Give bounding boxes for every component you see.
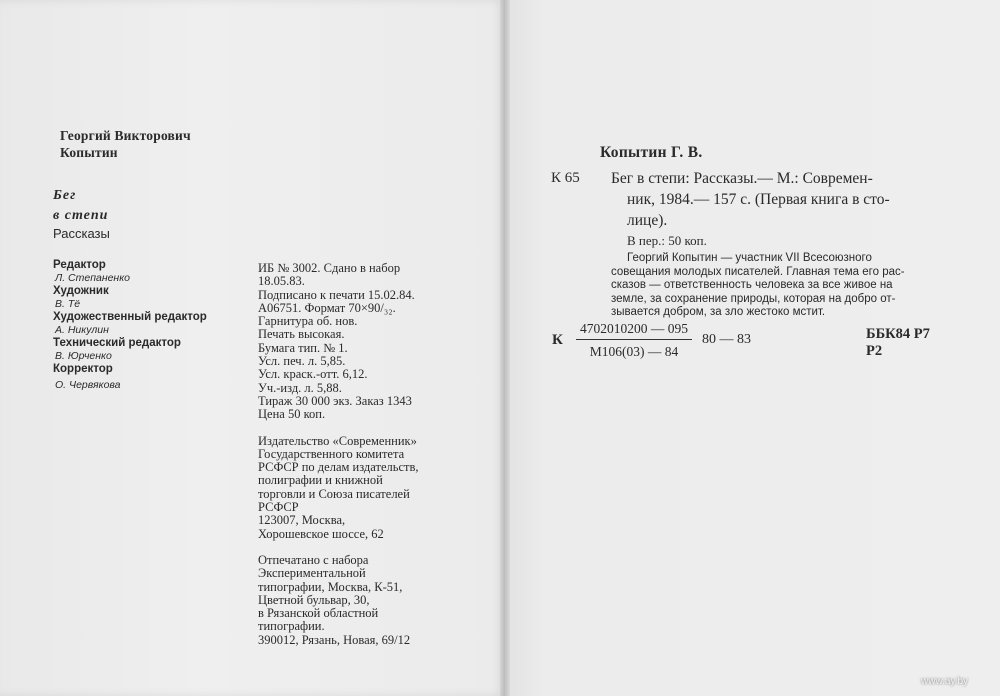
author-name-full: Георгий Викторович Копытин xyxy=(60,128,191,160)
catalog-code: К 65 xyxy=(551,170,580,186)
bbk-classification: ББК84 Р7 Р2 xyxy=(866,326,930,359)
imprint-details: ИБ № 3002. Сдано в набор 18.05.83. Подписано к печати 15.02.84. А06751. Формат 70×90/₃₂. Гарнитура об. нов. Печать высокая. Бумага тип. № 1. Усл. печ. л. 5,85. Усл. краск.-отт. 6,12. Уч.-изд. л. 5,88. Тираж 30 000 экз. Заказ 1343 Цена 50 коп. Издательство «Современник» Государственного комитета РСФСР по делам издательств, полиграфии и книжной торговли и Союза писателей РСФСР 123007, Москва, Хорошевское шоссе, 62 Отпечатано с набора Экспериментальной типографии, Москва, К-51, Цветной бульвар, 30, в Рязанской областной типографии. 390012, Рязань, Новая, 69/12 xyxy=(258,261,419,647)
bibliographic-description: Бег в степи: Рассказы.— М.: Современ- ник, 1984.— 157 с. (Первая книга в сто- лице). xyxy=(611,170,890,229)
fraction-numerator: 4702010200 — 095 xyxy=(576,321,692,340)
fraction-denominator: М106(03) — 84 xyxy=(589,344,679,359)
staff-credits: Редактор Л. Степаненко Художник В. Тё Художественный редактор А. Никулин Технический редактор В. Юрченко Корректор О. Червякова xyxy=(53,259,207,391)
catalog-author: Копытин Г. В. xyxy=(600,144,703,161)
annotation: Георгий Копытин — участник VII Всесоюзного совещания молодых писателей. Главная тема его рас- сказов — ответственность человека за все живое на земле, за сохранение природы, которая на добро от- зывается добром, за зло жестоко мстит. xyxy=(611,252,905,319)
book-gutter xyxy=(500,0,510,696)
catalog-years: 80 — 83 xyxy=(702,332,751,347)
price-text: В пер.: 50 коп. xyxy=(627,233,707,248)
genre-label: Рассказы xyxy=(53,226,110,241)
catalog-fraction xyxy=(576,321,692,360)
index-letter: К xyxy=(552,332,563,348)
watermark-text: www.ay.by xyxy=(921,676,969,687)
book-title: Бег в степи xyxy=(53,188,109,223)
